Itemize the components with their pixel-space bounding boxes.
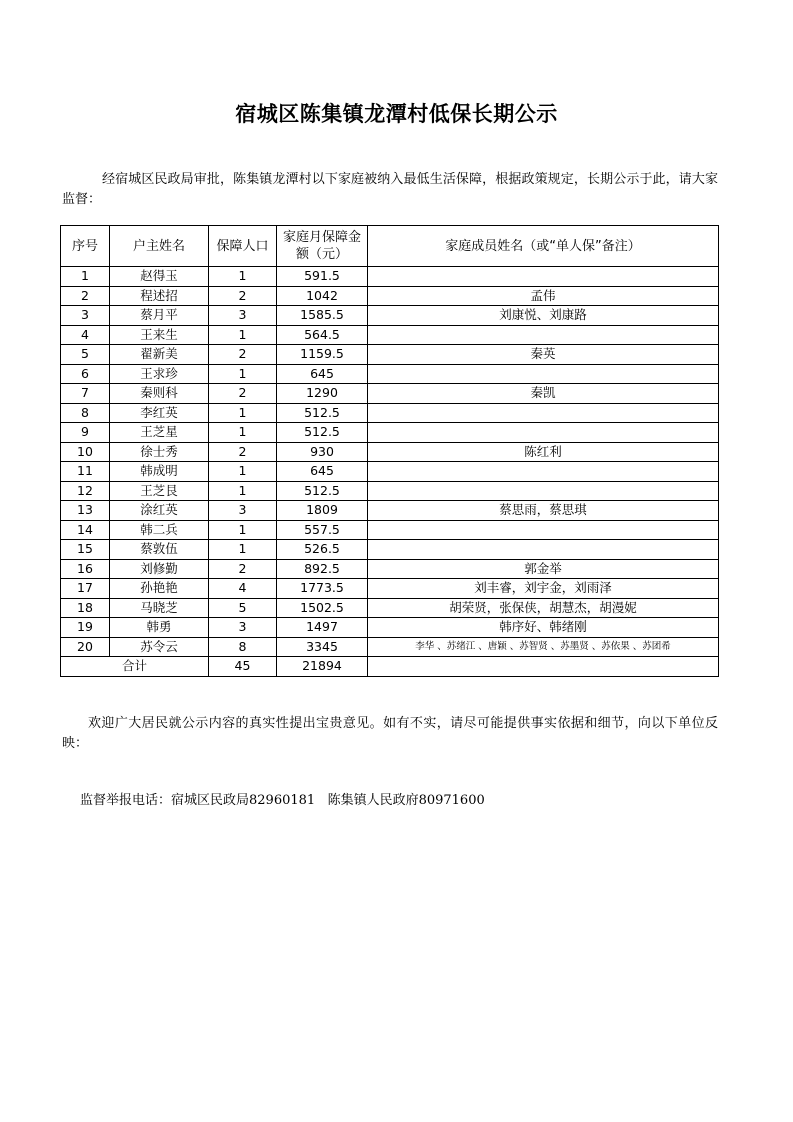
table-row (61, 598, 719, 618)
cell-people: 2 (209, 442, 277, 462)
cell-people: 2 (209, 345, 277, 365)
cell-people: 1 (209, 481, 277, 501)
cell-amount: 930 (277, 442, 368, 462)
cell-name: 涂红英 (110, 501, 209, 521)
table-row (61, 481, 719, 501)
cell-no: 5 (61, 345, 110, 365)
table-row (61, 520, 719, 540)
subsidy-table (60, 225, 719, 677)
cell-amount: 645 (277, 462, 368, 482)
cell-no: 10 (61, 442, 110, 462)
cell-members: 孟伟 (368, 286, 719, 306)
cell-name: 赵得玉 (110, 267, 209, 287)
cell-members (368, 364, 719, 384)
cell-no: 7 (61, 384, 110, 404)
total-row (61, 657, 719, 677)
table-row (61, 345, 719, 365)
table-row (61, 618, 719, 638)
cell-amount: 591.5 (277, 267, 368, 287)
cell-name: 王求珍 (110, 364, 209, 384)
cell-name: 王来生 (110, 325, 209, 345)
table-row (61, 267, 719, 287)
cell-no: 6 (61, 364, 110, 384)
table-row (61, 559, 719, 579)
cell-people: 1 (209, 462, 277, 482)
cell-amount: 512.5 (277, 423, 368, 443)
cell-amount: 1585.5 (277, 306, 368, 326)
total-people: 45 (209, 657, 277, 677)
header-amount: 家庭月保障金额（元） (277, 226, 368, 267)
cell-no: 2 (61, 286, 110, 306)
cell-members (368, 403, 719, 423)
cell-amount: 564.5 (277, 325, 368, 345)
cell-name: 李红英 (110, 403, 209, 423)
cell-people: 1 (209, 325, 277, 345)
cell-members: 蔡思雨，蔡思琪 (368, 501, 719, 521)
cell-name: 韩成明 (110, 462, 209, 482)
table-row (61, 637, 719, 657)
cell-people: 1 (209, 520, 277, 540)
cell-amount: 1159.5 (277, 345, 368, 365)
cell-members: 李华 、苏绪江 、唐颖 、苏智贤 、苏墨贤 、苏依果 、苏团希 (368, 637, 719, 657)
cell-no: 12 (61, 481, 110, 501)
table-row (61, 325, 719, 345)
cell-name: 蔡敦伍 (110, 540, 209, 560)
cell-members: 郭金举 (368, 559, 719, 579)
table-row (61, 384, 719, 404)
cell-members (368, 267, 719, 287)
cell-members (368, 481, 719, 501)
cell-members (368, 540, 719, 560)
cell-amount: 1497 (277, 618, 368, 638)
cell-no: 8 (61, 403, 110, 423)
cell-name: 王芝星 (110, 423, 209, 443)
cell-name: 孙艳艳 (110, 579, 209, 599)
header-people: 保障人口 (209, 226, 277, 267)
cell-name: 刘修勤 (110, 559, 209, 579)
cell-people: 4 (209, 579, 277, 599)
cell-amount: 892.5 (277, 559, 368, 579)
total-amount: 21894 (277, 657, 368, 677)
cell-no: 19 (61, 618, 110, 638)
table-row (61, 364, 719, 384)
cell-people: 3 (209, 618, 277, 638)
table-row (61, 501, 719, 521)
cell-no: 14 (61, 520, 110, 540)
table-header-row (61, 226, 719, 267)
cell-name: 苏令云 (110, 637, 209, 657)
cell-members (368, 520, 719, 540)
cell-no: 13 (61, 501, 110, 521)
table-row (61, 462, 719, 482)
cell-amount: 1773.5 (277, 579, 368, 599)
cell-no: 18 (61, 598, 110, 618)
header-no: 序号 (61, 226, 110, 267)
closing-paragraph: 欢迎广大居民就公示内容的真实性提出宝贵意见。如有不实，请尽可能提供事实依据和细节，向以下单位反映： (62, 716, 718, 751)
total-label: 合计 (61, 657, 209, 677)
table-body (61, 267, 719, 657)
table-row (61, 423, 719, 443)
intro-paragraph: 经宿城区民政局审批，陈集镇龙潭村以下家庭被纳入最低生活保障，根据政策规定，长期公示于此，请大家监督： (62, 172, 718, 207)
cell-name: 韩二兵 (110, 520, 209, 540)
cell-people: 1 (209, 423, 277, 443)
cell-amount: 645 (277, 364, 368, 384)
cell-amount: 1809 (277, 501, 368, 521)
cell-name: 蔡月平 (110, 306, 209, 326)
cell-members: 刘康悦、刘康路 (368, 306, 719, 326)
cell-name: 马晓芝 (110, 598, 209, 618)
cell-amount: 1502.5 (277, 598, 368, 618)
cell-amount: 557.5 (277, 520, 368, 540)
cell-amount: 1290 (277, 384, 368, 404)
cell-amount: 1042 (277, 286, 368, 306)
cell-no: 3 (61, 306, 110, 326)
cell-people: 1 (209, 403, 277, 423)
cell-no: 1 (61, 267, 110, 287)
cell-members: 秦凯 (368, 384, 719, 404)
cell-no: 4 (61, 325, 110, 345)
cell-people: 2 (209, 559, 277, 579)
cell-amount: 526.5 (277, 540, 368, 560)
cell-people: 3 (209, 501, 277, 521)
cell-people: 3 (209, 306, 277, 326)
cell-people: 1 (209, 540, 277, 560)
cell-members (368, 462, 719, 482)
total-members (368, 657, 719, 677)
cell-members: 秦英 (368, 345, 719, 365)
header-members: 家庭成员姓名（或“单人保”备注） (368, 226, 719, 267)
table-row (61, 442, 719, 462)
cell-people: 8 (209, 637, 277, 657)
cell-people: 2 (209, 286, 277, 306)
header-name: 户主姓名 (110, 226, 209, 267)
cell-name: 秦则科 (110, 384, 209, 404)
cell-no: 17 (61, 579, 110, 599)
cell-amount: 512.5 (277, 481, 368, 501)
cell-members (368, 325, 719, 345)
cell-name: 程述招 (110, 286, 209, 306)
page-title: 宿城区陈集镇龙潭村低保长期公示 (235, 101, 558, 126)
cell-name: 王芝艮 (110, 481, 209, 501)
table-row (61, 286, 719, 306)
table-row (61, 403, 719, 423)
cell-people: 1 (209, 364, 277, 384)
cell-name: 韩勇 (110, 618, 209, 638)
table-row (61, 540, 719, 560)
cell-no: 9 (61, 423, 110, 443)
hotline-text: 监督举报电话：宿城区民政局82960181 陈集镇人民政府80971600 (80, 793, 485, 808)
cell-people: 2 (209, 384, 277, 404)
table-row (61, 579, 719, 599)
cell-members: 胡荣贤，张保侠，胡慧杰，胡漫妮 (368, 598, 719, 618)
cell-members (368, 423, 719, 443)
table-row (61, 306, 719, 326)
cell-no: 16 (61, 559, 110, 579)
cell-name: 翟新美 (110, 345, 209, 365)
cell-no: 11 (61, 462, 110, 482)
cell-no: 20 (61, 637, 110, 657)
cell-members: 韩序好、韩绪刚 (368, 618, 719, 638)
cell-name: 徐士秀 (110, 442, 209, 462)
cell-people: 1 (209, 267, 277, 287)
cell-members: 刘丰睿，刘宇金，刘雨泽 (368, 579, 719, 599)
cell-people: 5 (209, 598, 277, 618)
cell-amount: 3345 (277, 637, 368, 657)
cell-amount: 512.5 (277, 403, 368, 423)
cell-members: 陈红利 (368, 442, 719, 462)
cell-no: 15 (61, 540, 110, 560)
